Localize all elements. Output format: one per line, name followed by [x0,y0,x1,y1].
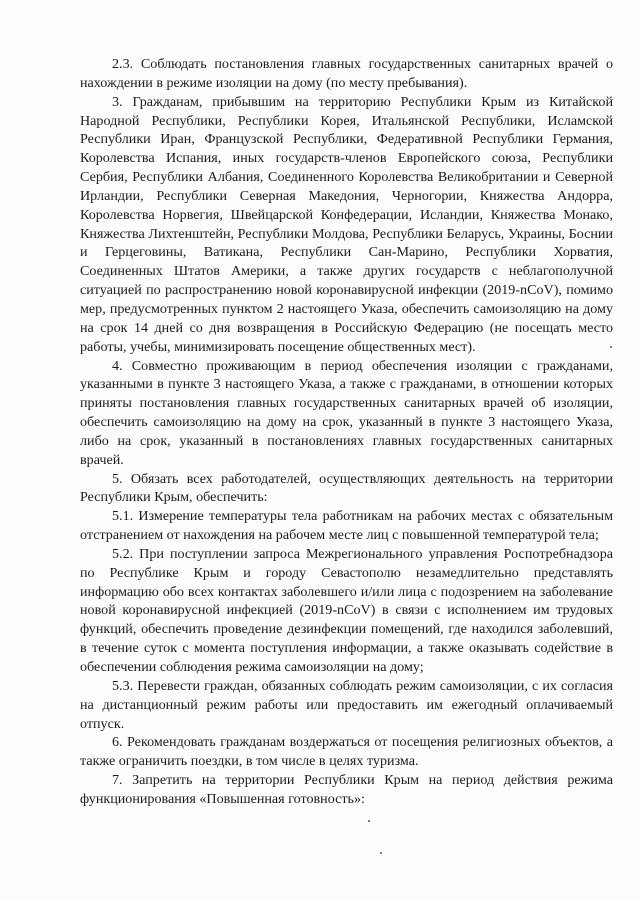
paragraph-6: 6. Рекомендовать гражданам воздержаться от посещения религиозных объектов, а также ограничить поездки, в том числе в целях туризма. [80,734,613,770]
paragraph-4: 4. Совместно проживающим в период обеспечения изоляции с гражданами, указанными в пункте 3 настоящего Указа, а также с гражданами, в отношении которых приняты постановления главных государственных санитарных врачей об изоляции, обеспечить самоизоляцию на дому на срок, указанный в пункте 3 настоящего Указа, либо на срок, указанный в постановлениях главных государственных санитарных врачей. [80,357,613,468]
document-body [80,55,613,809]
paragraph-5-3: 5.3. Перевести граждан, обязанных соблюдать режим самоизоляции, с их согласия на дистанционный режим работы или предоставить им ежегодный оплачиваемый отпуск. [80,677,613,732]
paragraph-7: 7. Запретить на территории Республики Крым на период действия режима функционирования «Повышенная готовность»: [80,772,613,807]
paragraph-5: 5. Обязать всех работодателей, осуществляющих деятельность на территории Республики Крым, обеспечить: [80,470,613,506]
paragraph-5-2: 5.2. При поступлении запроса Межрегионального управления Роспотребнадзора по Республике Крым и городу Севастополю незамедлительно представлять информацию обо всех контактах заболевшего и/или лица с подозрением на заболевание новой коронавирусной инфекцией (2019-nCoV) в связи с исполнением им трудовых функций, обеспечить проведение дезинфекции помещений, где находился заболевший, в течение суток с момента поступления информации, а также оказывать содействие в обеспечении соблюдения режима самоизоляции на дому; [80,545,613,675]
paragraph-5-1: 5.1. Измерение температуры тела работникам на рабочих местах с обязательным отстранением от нахождения на рабочем месте лиц с повышенной температурой тела; [80,508,613,544]
paragraph-2-3: 2.3. Соблюдать постановления главных государственных санитарных врачей о нахождении в режиме изоляции на дому (по месту пребывания). [80,56,613,91]
scan-speck [380,852,382,854]
paragraph-3: 3. Гражданам, прибывшим на территорию Республики Крым из Китайской Народной Республики, Республики Корея, Итальянской Республики, Исламской Республики Иран, Французской Республики, Федеративной Республики Германия, Королевства Испания, иных государств-членов Европейского союза, Республики Сербия, Республики Албания, Соединенного Королевства Великобритании и Северной Ирландии, Республики Северная Македония, Черногории, Княжества Андорра, Королевства Норвегия, Швейцарской Конфедерации, Исландии, Княжества Монако, Княжества Лихтенштейн, Республики Молдова, Республики Беларусь, Украины, Боснии и Герцеговины, Ватикана, Республики Сан-Марино, Республики Хорватия, Соединенных Штатов Америки, а также других государств с неблагополучной ситуацией по распространению новой коронавирусной инфекции (2019-nCoV), помимо мер, предусмотренных пунктом 2 настоящего Указа, обеспечить самоизоляцию на дому на срок 14 дней со дня возвращения в Российскую Федерацию (не посещать место работы, учебы, минимизировать посещение общественных мест). [80,93,613,355]
scan-speck [610,346,612,348]
scan-speck [368,820,370,822]
